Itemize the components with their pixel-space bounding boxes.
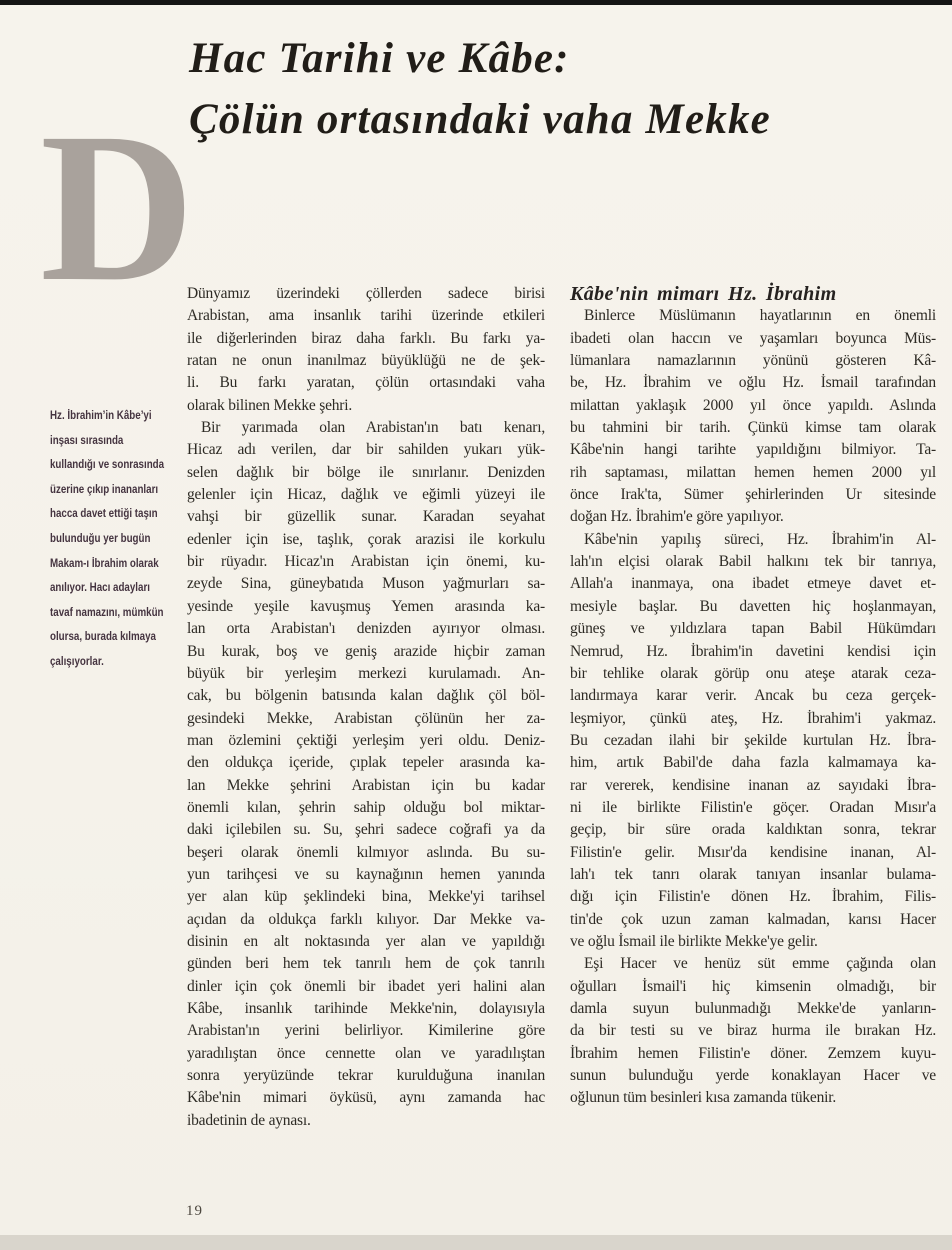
text-line: tin'de çok uzun zaman kalmadan, karısı Hacer	[570, 910, 936, 928]
text-line: Hicaz adı verilen, dar bir sahilden yukarı yük-	[187, 441, 545, 459]
text-line: mesiyle başlar. Bu davetten hiç hoşlanmayan,	[570, 597, 936, 615]
text-line: önce Irak'ta, Sümer şehirlerinden Ur sitesinde	[570, 486, 936, 504]
text-line: Kâbe'nin mimari öyküsü, aynı zamanda hac	[187, 1089, 545, 1107]
text-line: Filistin'e gelir. Mısır'da kendisine inanan, Al-	[570, 843, 936, 861]
text-line: oğulları İsmail'i hiç kimsenin olmadığı, bir	[570, 977, 936, 995]
text-line: milattan yaklaşık 2000 yıl önce yapıldı. Aslında	[570, 396, 936, 414]
text-line: be, Hz. İbrahim ve oğlu Hz. İsmail tarafından	[570, 374, 936, 392]
text-line: Eşi Hacer ve henüz süt emme çağında olan	[584, 955, 936, 973]
text-line: bir rüyadır. Hicaz'ın Arabistan için önemi, ku-	[187, 553, 545, 571]
text-line: edenler için ise, taşlık, çorak arazisi ile korkulu	[187, 530, 545, 548]
text-line: Binlerce Müslümanın hayatlarının en önemli	[584, 307, 936, 325]
text-line: Kâbe'nin hangi tarihte yapıldığını bilmiyor. Ta-	[570, 441, 936, 459]
text-line: lümanlara namazlarının yönünü gösteren Kâ-	[570, 352, 936, 370]
text-line: İbrahim hemen Filistin'e döner. Zemzem kuyu-	[570, 1044, 936, 1062]
margin-note-line: kullandığı ve sonrasında	[50, 459, 165, 472]
scan-edge-bottom	[0, 1235, 952, 1250]
text-line: ile diğerlerinden biraz daha farklı. Bu farkı ya-	[187, 329, 545, 347]
text-line: ratan ne onun inanılmaz büyüklüğü ne de şek-	[187, 352, 545, 370]
text-line: lah'ın elçisi olarak Babil halkını tek bir tanrıya,	[570, 553, 936, 571]
text-line: güneş ve yıldızlara tapan Babil Hükümdarı	[570, 620, 936, 638]
text-line: disinin en alt noktasında yer alan ve yapıldığı	[187, 932, 545, 950]
text-line: rar vererek, kendisine inanan az sayıdaki İbra-	[570, 776, 936, 794]
text-line: Allah'a inanmaya, ona ibadet etmeye davet et-	[570, 575, 936, 593]
text-line: Arabistan'ın yerini belirliyor. Kimilerine göre	[187, 1022, 545, 1040]
text-line: man özlemini çektiği yerleşim yeri oldu. Deniz-	[187, 731, 545, 749]
text-line: ibadetinin de aynası.	[187, 1111, 311, 1129]
text-line: ve oğlu İsmail ile birlikte Mekke'ye gelir.	[570, 932, 818, 950]
text-line: lan orta Arabistan'ı denizden ayırıyor olması.	[187, 620, 545, 638]
text-line: den oldukça içeride, çıplak tepeler arasında ka-	[187, 754, 545, 772]
text-line: rih saptaması, milattan hemen hemen 2000 yıl	[570, 463, 936, 481]
text-line: damla suyun bulunmadığı Mekke'de yanların-	[570, 1000, 936, 1017]
text-line: geçip, bir süre orada kaldıktan sonra, tekrar	[570, 821, 936, 839]
text-line: vahşi bir güzellik sunar. Karadan seyahat	[187, 508, 545, 526]
margin-note-line: olursa, burada kılmaya	[50, 631, 156, 644]
text-line: Bu kurak, boş ve geniş arazide hiçbir zaman	[187, 642, 545, 660]
text-line: doğan Hz. İbrahim'e göre yapılıyor.	[570, 508, 784, 526]
text-line: büyük bir yerleşim merkezi kurulamadı. An-	[187, 664, 545, 682]
text-line: lan Mekke şehrini Arabistan için bu kadar	[187, 776, 545, 794]
text-line: zeyde Sina, güneybatıda Muson yağmurları sa-	[187, 575, 545, 593]
margin-note-line: anılıyor. Hacı adayları	[50, 582, 150, 595]
text-line: olarak bilinen Mekke şehri.	[187, 396, 353, 414]
text-line: Kâbe, insanlık tarihinde Mekke'nin, dolayısıyla	[187, 1000, 545, 1017]
text-line: selen dağlık bir bölge ile sınırlanır. Denizden	[187, 463, 545, 481]
text-line: lah'ı tek tanrı olarak tanıyan insanlar bulama-	[570, 865, 936, 883]
text-line: cak, bu bölgenin batısında kalan dağlık çöl böl-	[187, 687, 545, 705]
text-line: gesindeki Mekke, Arabistan çölünün her za-	[187, 709, 545, 727]
text-line: him, artık Babil'de daha fazla kalmamaya ka-	[570, 754, 936, 772]
article-title	[189, 28, 771, 150]
margin-note-line: tavaf namazını, mümkün	[50, 606, 164, 619]
text-line: daki içilebilen su. Su, şehri sadece coğrafi ya da	[187, 821, 545, 839]
text-line: sonra yeryüzünde tekrar kurulduğuna inanılan	[187, 1067, 545, 1085]
margin-note-line: inşası sırasında	[50, 434, 124, 447]
article-title-line1: Hac Tarihi ve Kâbe:	[189, 35, 570, 82]
text-line: yer alan küp şeklindeki bina, Mekke'yi tarihsel	[187, 888, 545, 906]
margin-note-line: Makam-ı İbrahim olarak	[50, 557, 159, 570]
text-line: yun tarihçesi ve su kaynağının hemen yanında	[187, 865, 545, 883]
text-line: ni ile birlikte Filistin'e göçer. Oradan Mısır'a	[570, 798, 936, 816]
article-title-line2: Çölün ortasındaki vaha Mekke	[189, 96, 771, 143]
page-number: 19	[186, 1203, 203, 1219]
text-line: oğlunun tüm besinleri kısa zamanda tükenir.	[570, 1089, 837, 1107]
text-line: Dünyamız üzerindeki çöllerden sadece birisi	[187, 285, 545, 302]
text-line: bu tahmini bir tarih. Çünkü kimse tam olarak	[570, 419, 936, 437]
text-line: Kâbe'nin yapılış süreci, Hz. İbrahim'in Al-	[584, 530, 936, 548]
text-line: sunun bulunduğu yerde konaklayan Hacer ve	[570, 1067, 936, 1085]
text-line: Bu cezadan ilahi bir şekilde kurtulan Hz. İbra-	[570, 731, 936, 749]
text-line: li. Bu farkı yaratan, çölün ortasındaki vaha	[187, 374, 545, 392]
margin-note	[50, 404, 200, 675]
text-line: açıdan da oldukça farklı kılıyor. Dar Mekke va-	[187, 910, 545, 928]
body-column-right	[570, 283, 936, 1110]
text-line: Arabistan, ama insanlık tarihi üzerinde etkileri	[187, 307, 545, 325]
body-column-left	[187, 283, 545, 1132]
text-line: yaradılıştan önce cennette olan ve yaradılıştan	[187, 1044, 545, 1062]
text-line: bir tehlike olarak görüp onu ateşe atarak ceza-	[570, 664, 936, 682]
text-line: günden beri hem tek tanrılı hem de çok tanrılı	[187, 955, 545, 973]
text-line: Nemrud, Hz. İbrahim'in davetini kendisi için	[570, 642, 936, 660]
drop-cap-letter: D	[40, 89, 195, 326]
margin-note-line: çalışıyorlar.	[50, 655, 104, 668]
section-heading: Kâbe'nin mimarı Hz. İbrahim	[570, 283, 837, 305]
text-line: landırmaya karar verir. Ancak bu ceza gerçek-	[570, 687, 936, 705]
text-line: da bir testi su ve biraz hurma ile bırakan Hz.	[570, 1022, 936, 1040]
margin-note-line: Hz. İbrahim’in Kâbe’yi	[50, 410, 152, 422]
margin-note-line: üzerine çıkıp inananları	[50, 483, 159, 496]
text-line: dinler için çok önemli bir ibadet yeri halini alan	[187, 977, 545, 995]
text-line: dığı için Filistin'e dönen Hz. İbrahim, Filis-	[570, 888, 936, 906]
text-line: önemli kılan, şehrin sahip olduğu bol miktar-	[187, 798, 545, 816]
text-line: Bir yarımada olan Arabistan'ın batı kenarı,	[201, 419, 545, 437]
text-line: gelenler için Hicaz, dağlık ve eğimli yüzeyi ile	[187, 486, 545, 504]
text-line: yesinde yeşile kavuşmuş Yemen arasında ka-	[187, 597, 545, 615]
text-line: leşmiyor, çünkü ateş, Hz. İbrahim'i yakmaz.	[570, 709, 936, 727]
text-line: beşeri olarak önemli kılmıyor aslında. Bu su-	[187, 843, 545, 861]
margin-note-line: hacca davet ettiği taşın	[50, 508, 158, 521]
text-line: ibadeti olan haccın ve yaşamları boyunca Müs-	[570, 329, 936, 347]
scan-edge-top	[0, 0, 952, 5]
margin-note-line: bulunduğu yer bugün	[50, 532, 151, 545]
